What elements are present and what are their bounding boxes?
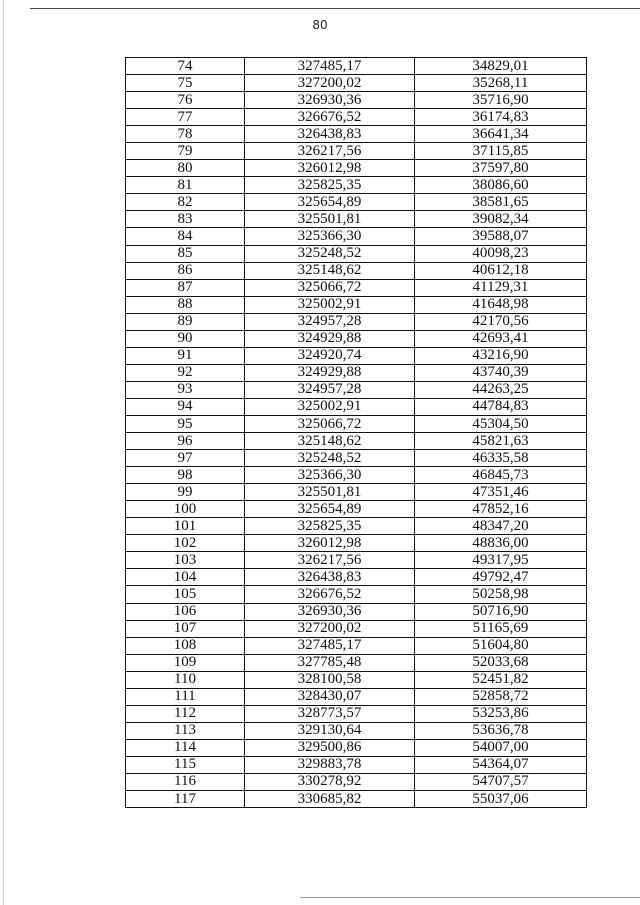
x-coordinate-cell: 327200,02	[245, 75, 415, 92]
x-coordinate-cell: 324957,28	[245, 381, 415, 398]
x-coordinate-cell: 324920,74	[245, 347, 415, 364]
table-row	[126, 518, 587, 535]
x-coordinate-cell: 324929,88	[245, 330, 415, 347]
point-number-cell: 76	[126, 92, 245, 109]
table-row	[126, 654, 587, 671]
x-coordinate-cell: 327485,17	[245, 637, 415, 654]
table-row	[126, 739, 587, 756]
table-row	[126, 398, 587, 415]
point-number-cell: 96	[126, 433, 245, 450]
table-row	[126, 211, 587, 228]
point-number-cell: 106	[126, 603, 245, 620]
y-coordinate-cell: 42170,56	[415, 313, 587, 330]
y-coordinate-cell: 44784,83	[415, 398, 587, 415]
point-number-cell: 83	[126, 211, 245, 228]
table-row	[126, 501, 587, 518]
x-coordinate-cell: 325825,35	[245, 177, 415, 194]
point-number-cell: 79	[126, 143, 245, 160]
page-number: 80	[312, 18, 328, 32]
table-row	[126, 637, 587, 654]
point-number-cell: 90	[126, 330, 245, 347]
y-coordinate-cell: 47852,16	[415, 501, 587, 518]
table-row	[126, 705, 587, 722]
y-coordinate-cell: 35716,90	[415, 92, 587, 109]
point-number-cell: 91	[126, 347, 245, 364]
y-coordinate-cell: 54364,07	[415, 756, 587, 773]
x-coordinate-cell: 326438,83	[245, 569, 415, 586]
table-row	[126, 756, 587, 773]
point-number-cell: 77	[126, 109, 245, 126]
x-coordinate-cell: 324929,88	[245, 364, 415, 381]
y-coordinate-cell: 42693,41	[415, 330, 587, 347]
x-coordinate-cell: 327200,02	[245, 620, 415, 637]
y-coordinate-cell: 55037,06	[415, 791, 587, 808]
table-row	[126, 671, 587, 688]
x-coordinate-cell: 326676,52	[245, 109, 415, 126]
table-row	[126, 330, 587, 347]
x-coordinate-cell: 325501,81	[245, 484, 415, 501]
x-coordinate-cell: 325066,72	[245, 415, 415, 432]
point-number-cell: 82	[126, 194, 245, 211]
table-row	[126, 58, 587, 75]
y-coordinate-cell: 45304,50	[415, 415, 587, 432]
x-coordinate-cell: 330278,92	[245, 773, 415, 790]
y-coordinate-cell: 50716,90	[415, 603, 587, 620]
x-coordinate-cell: 327485,17	[245, 58, 415, 75]
table-row	[126, 535, 587, 552]
x-coordinate-cell: 325501,81	[245, 211, 415, 228]
y-coordinate-cell: 51604,80	[415, 637, 587, 654]
table-row	[126, 347, 587, 364]
point-number-cell: 84	[126, 228, 245, 245]
y-coordinate-cell: 40098,23	[415, 245, 587, 262]
y-coordinate-cell: 46335,58	[415, 450, 587, 467]
point-number-cell: 89	[126, 313, 245, 330]
x-coordinate-cell: 329500,86	[245, 739, 415, 756]
y-coordinate-cell: 52858,72	[415, 688, 587, 705]
x-coordinate-cell: 326217,56	[245, 143, 415, 160]
x-coordinate-cell: 326217,56	[245, 552, 415, 569]
point-number-cell: 86	[126, 262, 245, 279]
y-coordinate-cell: 48836,00	[415, 535, 587, 552]
table-row	[126, 722, 587, 739]
coordinates-table	[125, 57, 587, 808]
table-row	[126, 92, 587, 109]
x-coordinate-cell: 325248,52	[245, 245, 415, 262]
y-coordinate-cell: 36641,34	[415, 126, 587, 143]
y-coordinate-cell: 41648,98	[415, 296, 587, 313]
point-number-cell: 87	[126, 279, 245, 296]
x-coordinate-cell: 325366,30	[245, 467, 415, 484]
y-coordinate-cell: 54007,00	[415, 739, 587, 756]
y-coordinate-cell: 39082,34	[415, 211, 587, 228]
table-row	[126, 552, 587, 569]
point-number-cell: 85	[126, 245, 245, 262]
x-coordinate-cell: 325148,62	[245, 262, 415, 279]
y-coordinate-cell: 37115,85	[415, 143, 587, 160]
point-number-cell: 97	[126, 450, 245, 467]
x-coordinate-cell: 326012,98	[245, 535, 415, 552]
x-coordinate-cell: 325825,35	[245, 518, 415, 535]
x-coordinate-cell: 326930,36	[245, 92, 415, 109]
y-coordinate-cell: 48347,20	[415, 518, 587, 535]
x-coordinate-cell: 325002,91	[245, 398, 415, 415]
y-coordinate-cell: 45821,63	[415, 433, 587, 450]
page-bottom-rule	[300, 897, 640, 898]
point-number-cell: 75	[126, 75, 245, 92]
table-row	[126, 381, 587, 398]
table-row	[126, 143, 587, 160]
point-number-cell: 88	[126, 296, 245, 313]
point-number-cell: 112	[126, 705, 245, 722]
point-number-cell: 116	[126, 773, 245, 790]
y-coordinate-cell: 53636,78	[415, 722, 587, 739]
y-coordinate-cell: 35268,11	[415, 75, 587, 92]
x-coordinate-cell: 329883,78	[245, 756, 415, 773]
page-top-border	[30, 8, 640, 9]
table-row	[126, 467, 587, 484]
table-row	[126, 620, 587, 637]
point-number-cell: 109	[126, 654, 245, 671]
point-number-cell: 98	[126, 467, 245, 484]
point-number-cell: 100	[126, 501, 245, 518]
table-row	[126, 228, 587, 245]
point-number-cell: 92	[126, 364, 245, 381]
point-number-cell: 81	[126, 177, 245, 194]
y-coordinate-cell: 44263,25	[415, 381, 587, 398]
point-number-cell: 110	[126, 671, 245, 688]
point-number-cell: 111	[126, 688, 245, 705]
x-coordinate-cell: 326438,83	[245, 126, 415, 143]
y-coordinate-cell: 47351,46	[415, 484, 587, 501]
point-number-cell: 107	[126, 620, 245, 637]
x-coordinate-cell: 328430,07	[245, 688, 415, 705]
table-row	[126, 773, 587, 790]
x-coordinate-cell: 324957,28	[245, 313, 415, 330]
x-coordinate-cell: 328100,58	[245, 671, 415, 688]
point-number-cell: 102	[126, 535, 245, 552]
y-coordinate-cell: 39588,07	[415, 228, 587, 245]
x-coordinate-cell: 326676,52	[245, 586, 415, 603]
table-row	[126, 296, 587, 313]
table-row	[126, 603, 587, 620]
x-coordinate-cell: 325148,62	[245, 433, 415, 450]
table-row	[126, 450, 587, 467]
table-row	[126, 126, 587, 143]
x-coordinate-cell: 325066,72	[245, 279, 415, 296]
point-number-cell: 93	[126, 381, 245, 398]
x-coordinate-cell: 325002,91	[245, 296, 415, 313]
table-row	[126, 262, 587, 279]
x-coordinate-cell: 325248,52	[245, 450, 415, 467]
point-number-cell: 78	[126, 126, 245, 143]
y-coordinate-cell: 40612,18	[415, 262, 587, 279]
y-coordinate-cell: 36174,83	[415, 109, 587, 126]
table-row	[126, 569, 587, 586]
x-coordinate-cell: 328773,57	[245, 705, 415, 722]
y-coordinate-cell: 50258,98	[415, 586, 587, 603]
y-coordinate-cell: 49317,95	[415, 552, 587, 569]
table-row	[126, 364, 587, 381]
y-coordinate-cell: 54707,57	[415, 773, 587, 790]
y-coordinate-cell: 49792,47	[415, 569, 587, 586]
table-row	[126, 245, 587, 262]
x-coordinate-cell: 325654,89	[245, 194, 415, 211]
x-coordinate-cell: 325654,89	[245, 501, 415, 518]
y-coordinate-cell: 46845,73	[415, 467, 587, 484]
table-row	[126, 177, 587, 194]
point-number-cell: 80	[126, 160, 245, 177]
table-row	[126, 109, 587, 126]
point-number-cell: 113	[126, 722, 245, 739]
y-coordinate-cell: 53253,86	[415, 705, 587, 722]
table-row	[126, 279, 587, 296]
x-coordinate-cell: 325366,30	[245, 228, 415, 245]
y-coordinate-cell: 52033,68	[415, 654, 587, 671]
point-number-cell: 104	[126, 569, 245, 586]
table-row	[126, 688, 587, 705]
y-coordinate-cell: 34829,01	[415, 58, 587, 75]
table-row	[126, 160, 587, 177]
point-number-cell: 99	[126, 484, 245, 501]
point-number-cell: 95	[126, 415, 245, 432]
x-coordinate-cell: 326930,36	[245, 603, 415, 620]
x-coordinate-cell: 329130,64	[245, 722, 415, 739]
y-coordinate-cell: 43216,90	[415, 347, 587, 364]
table-row	[126, 484, 587, 501]
y-coordinate-cell: 41129,31	[415, 279, 587, 296]
y-coordinate-cell: 43740,39	[415, 364, 587, 381]
coordinates-table-body	[126, 58, 587, 808]
table-row	[126, 75, 587, 92]
y-coordinate-cell: 37597,80	[415, 160, 587, 177]
point-number-cell: 94	[126, 398, 245, 415]
table-row	[126, 313, 587, 330]
point-number-cell: 115	[126, 756, 245, 773]
y-coordinate-cell: 38581,65	[415, 194, 587, 211]
x-coordinate-cell: 326012,98	[245, 160, 415, 177]
y-coordinate-cell: 38086,60	[415, 177, 587, 194]
x-coordinate-cell: 327785,48	[245, 654, 415, 671]
point-number-cell: 101	[126, 518, 245, 535]
y-coordinate-cell: 51165,69	[415, 620, 587, 637]
point-number-cell: 105	[126, 586, 245, 603]
table-row	[126, 586, 587, 603]
page-left-edge	[3, 0, 4, 905]
x-coordinate-cell: 330685,82	[245, 791, 415, 808]
y-coordinate-cell: 52451,82	[415, 671, 587, 688]
point-number-cell: 103	[126, 552, 245, 569]
table-row	[126, 415, 587, 432]
point-number-cell: 108	[126, 637, 245, 654]
point-number-cell: 74	[126, 58, 245, 75]
table-row	[126, 194, 587, 211]
table-row	[126, 791, 587, 808]
point-number-cell: 114	[126, 739, 245, 756]
point-number-cell: 117	[126, 791, 245, 808]
table-row	[126, 433, 587, 450]
